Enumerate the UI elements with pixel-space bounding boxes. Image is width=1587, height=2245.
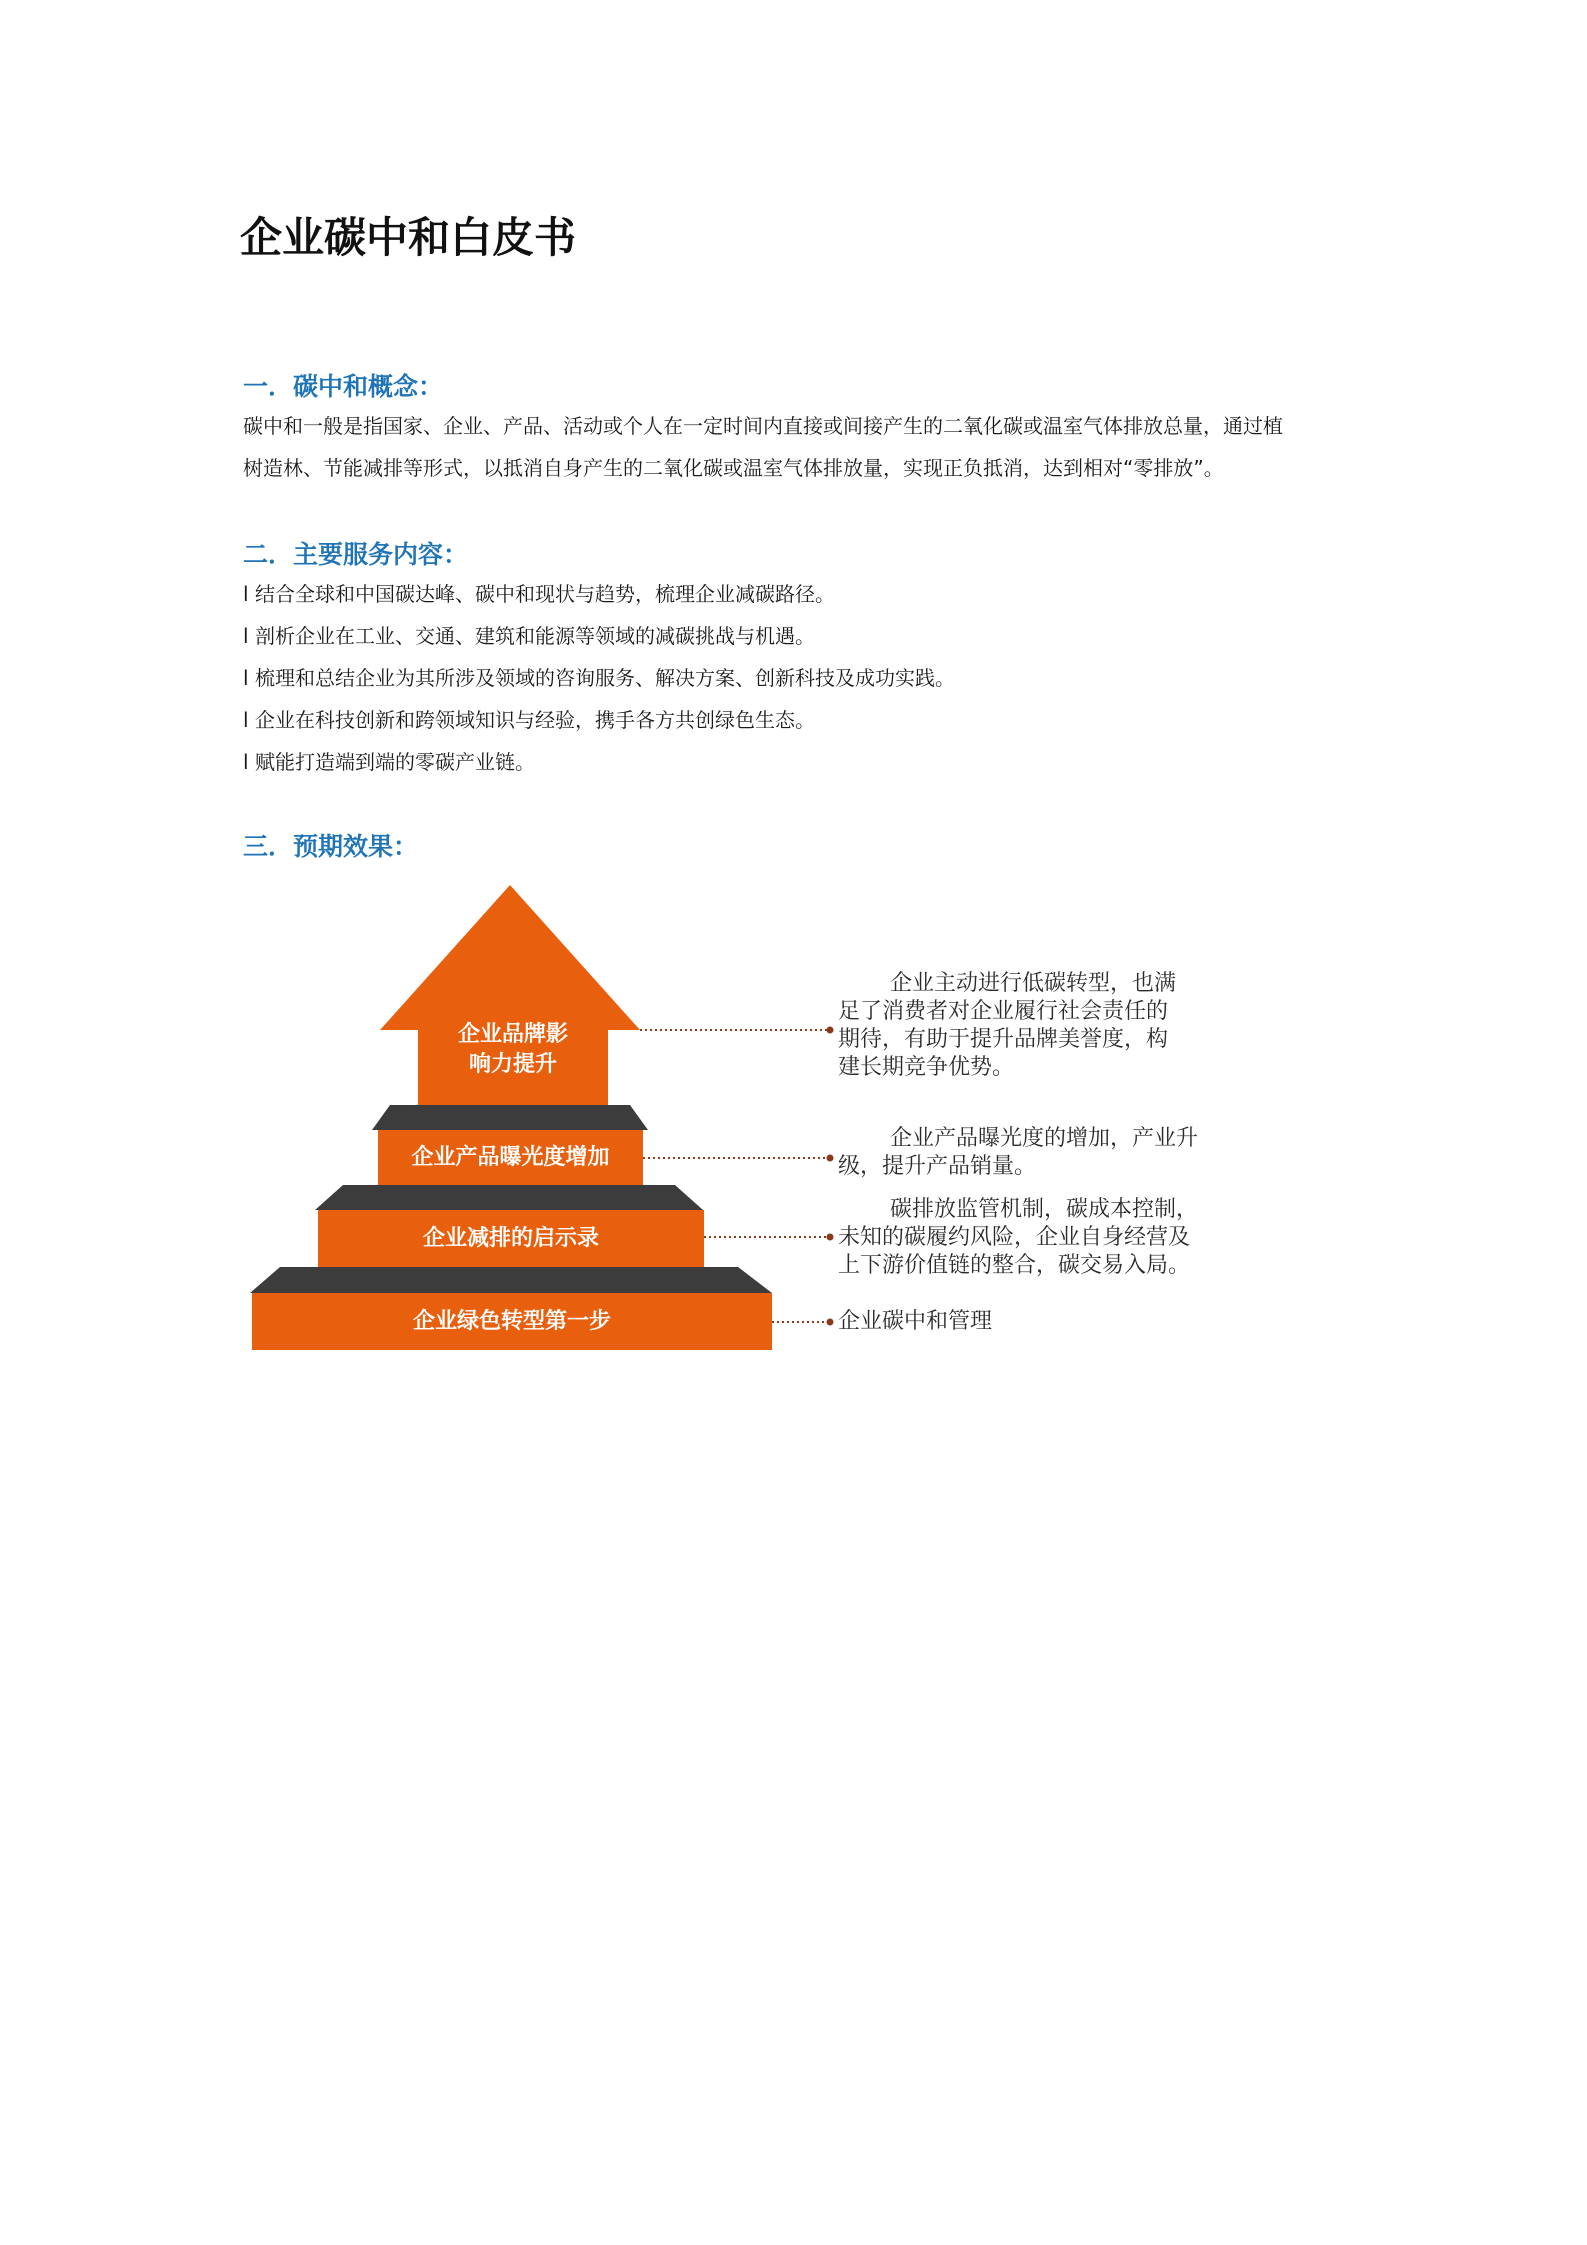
pyramid-dark-band xyxy=(250,1267,772,1293)
description-exposure xyxy=(838,1125,1198,1181)
bullet-marker: l xyxy=(243,624,249,648)
list-item xyxy=(243,657,1363,699)
bullet-marker: l xyxy=(243,750,249,774)
concept-paragraph xyxy=(243,405,1363,489)
description-line: 企业碳中和管理 xyxy=(838,1309,993,1334)
pyramid-label-line: 响力提升 xyxy=(468,1052,557,1077)
bullet-marker: l xyxy=(243,582,249,606)
pyramid-label-brand xyxy=(418,1020,608,1080)
description-line: 企业主动进行低碳转型，也满 xyxy=(890,971,1177,996)
pyramid-dark-band xyxy=(372,1105,648,1130)
pyramid-label-line: 企业产品曝光度增加 xyxy=(411,1145,610,1170)
description-line: 未知的碳履约风险，企业自身经营及 xyxy=(838,1225,1191,1250)
concept-line: 碳中和一般是指国家、企业、产品、活动或个人在一定时间内直接或间接产生的二氧化碳或温室气体排放总量，通过植 xyxy=(243,414,1283,438)
bullet-marker: l xyxy=(243,666,249,690)
description-line: 企业产品曝光度的增加，产业升 xyxy=(890,1126,1199,1151)
leader-dot xyxy=(827,1155,834,1162)
list-item-text: 企业在科技创新和跨领域知识与经验，携手各方共创绿色生态。 xyxy=(255,708,815,732)
description-emission xyxy=(838,1196,1198,1280)
list-item xyxy=(243,741,1363,783)
leader-dot xyxy=(827,1319,834,1326)
leader-dot xyxy=(827,1027,834,1034)
description-line: 足了消费者对企业履行社会责任的 xyxy=(838,999,1169,1024)
concept-line: 树造林、节能减排等形式，以抵消自身产生的二氧化碳或温室气体排放量，实现正负抵消，达到相对“零排放”。 xyxy=(243,456,1224,480)
pyramid-label-line: 企业减排的启示录 xyxy=(422,1226,599,1251)
list-item-text: 剖析企业在工业、交通、建筑和能源等领域的减碳挑战与机遇。 xyxy=(255,624,815,648)
section-heading-concept: 一．碳中和概念： xyxy=(243,372,444,401)
description-line: 级，提升产品销量。 xyxy=(838,1154,1037,1179)
document-title: 企业碳中和白皮书 xyxy=(240,213,577,262)
services-list xyxy=(243,573,1363,783)
pyramid-label-line: 企业绿色转型第一步 xyxy=(412,1309,611,1334)
pyramid-label-emission xyxy=(318,1224,704,1254)
description-line: 建长期竞争优势。 xyxy=(838,1055,1015,1080)
description-line: 期待，有助于提升品牌美誉度，构 xyxy=(838,1027,1169,1052)
leader-dot xyxy=(827,1234,834,1241)
description-line: 碳排放监管机制，碳成本控制， xyxy=(890,1197,1199,1222)
pyramid-graphic xyxy=(240,880,1240,1360)
description-line: 上下游价值链的整合，碳交易入局。 xyxy=(838,1253,1191,1278)
pyramid-dark-band xyxy=(315,1185,703,1210)
list-item xyxy=(243,699,1363,741)
pyramid-diagram xyxy=(240,880,1240,1360)
section-heading-services: 二．主要服务内容： xyxy=(243,540,469,569)
list-item-text: 结合全球和中国碳达峰、碳中和现状与趋势，梳理企业减碳路径。 xyxy=(255,582,835,606)
description-green xyxy=(838,1308,992,1336)
list-item xyxy=(243,573,1363,615)
list-item-text: 梳理和总结企业为其所涉及领域的咨询服务、解决方案、创新科技及成功实践。 xyxy=(255,666,955,690)
pyramid-label-green xyxy=(252,1307,772,1337)
bullet-marker: l xyxy=(243,708,249,732)
list-item-text: 赋能打造端到端的零碳产业链。 xyxy=(255,750,535,774)
section-heading-expected-effects: 三．预期效果： xyxy=(243,832,419,861)
description-brand xyxy=(838,970,1176,1082)
list-item xyxy=(243,615,1363,657)
pyramid-label-exposure xyxy=(378,1143,643,1173)
pyramid-label-line: 企业品牌影 xyxy=(457,1022,568,1047)
